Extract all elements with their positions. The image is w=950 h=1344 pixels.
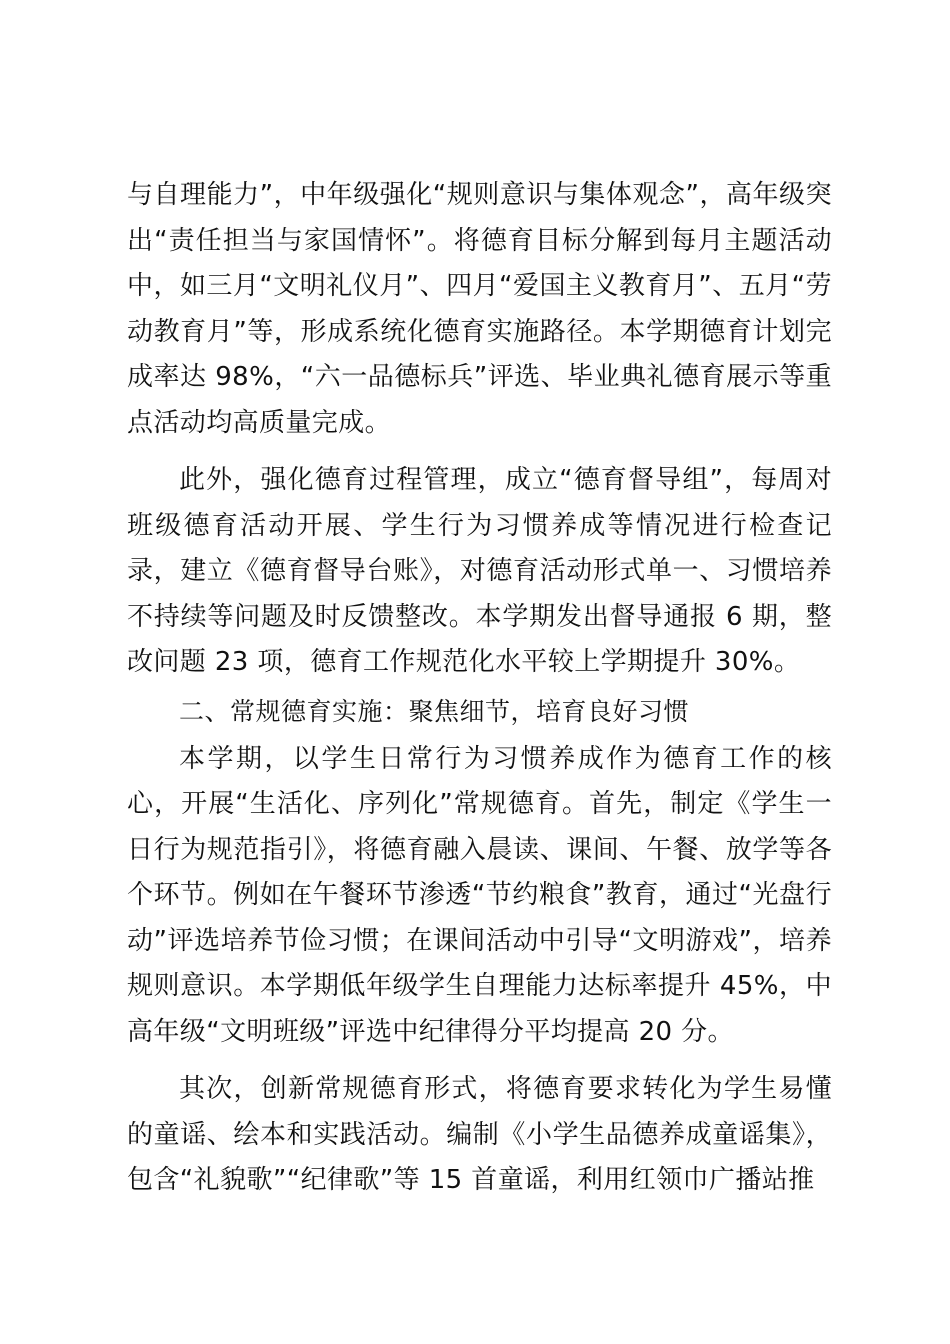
paragraph-routine: 本学期，以学生日常行为习惯养成作为德育工作的核心，开展“生活化、序列化”常规德育。首先，制定《学生一日行为规范指引》，将德育融入晨读、课间、午餐、放学等各个环节。例如在午餐环节渗透“节约粮食”教育，通过“光盘行动”评选培养节俭习惯；在课间活动中引导“文明游戏”，培养规则意识。本学期低年级学生自理能力达标率提升 45%，中高年级“文明班级”评选中纪律得分平均提高 20 分。	[127, 743, 832, 1047]
paragraph-continued: 与自理能力”，中年级强化“规则意识与集体观念”，高年级突出“责任担当与家国情怀”。将德育目标分解到每月主题活动中，如三月“文明礼仪月”、四月“爱国主义教育月”、五月“劳动教育月”等，形成系统化德育实施路径。本学期德育计划完成率达 98%，“六一品德标兵”评选、毕业典礼德育展示等重点活动均高质量完成。	[127, 180, 832, 438]
section-heading: 二、常规德育实施：聚焦细节，培育良好习惯	[179, 696, 690, 726]
document-body	[127, 173, 832, 1204]
paragraph-supervision: 此外，强化德育过程管理，成立“德育督导组”，每周对班级德育活动开展、学生行为习惯养成等情况进行检查记录，建立《德育督导台账》，对德育活动形式单一、习惯培养不持续等问题及时反馈整改。本学期发出督导通报 6 期，整改问题 23 项，德育工作规范化水平较上学期提升 30%。	[127, 465, 832, 677]
paragraph-innovation: 其次，创新常规德育形式，将德育要求转化为学生易懂的童谣、绘本和实践活动。编制《小学生品德养成童谣集》，包含“礼貌歌”“纪律歌”等 15 首童谣，利用红领巾广播站推	[127, 1074, 832, 1195]
